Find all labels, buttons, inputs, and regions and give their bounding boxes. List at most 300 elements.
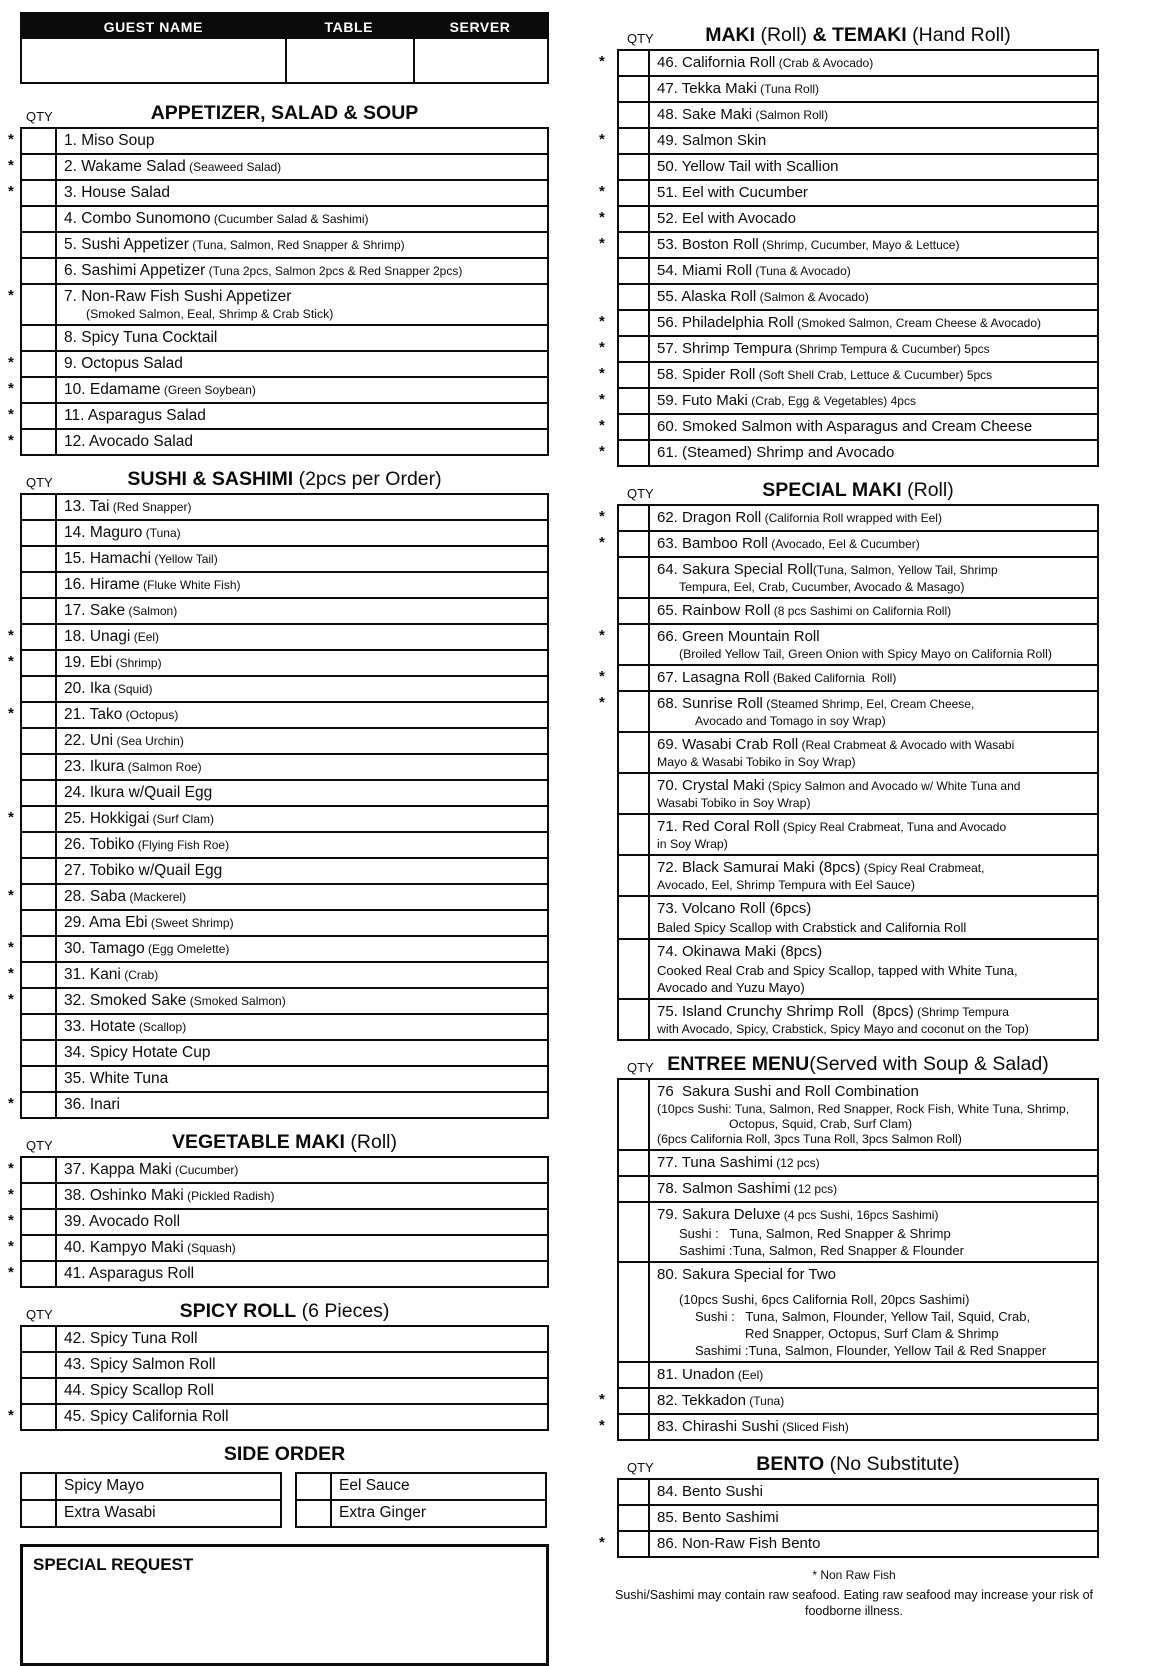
non-raw-star: * [8, 1407, 14, 1424]
section-title: SUSHI & SASHIMI (2pcs per Order) [127, 468, 442, 490]
item-cell [55, 1472, 282, 1501]
star-spacer [8, 1377, 20, 1405]
qty-input-cell[interactable] [20, 257, 57, 285]
menu-item-row [8, 805, 549, 833]
qty-input-cell[interactable] [20, 283, 57, 326]
item-cell [55, 127, 549, 155]
qty-input-cell[interactable] [20, 1403, 57, 1431]
menu-item-row [8, 1091, 549, 1119]
item-note: (Mackerel) [126, 890, 187, 904]
item-name: 9. Octopus Salad [64, 355, 183, 372]
star-spacer [599, 772, 617, 815]
qty-input-cell[interactable] [617, 1149, 650, 1177]
non-raw-star: * [599, 365, 605, 382]
menu-item-row [599, 439, 1099, 467]
qty-input-cell[interactable] [20, 350, 57, 378]
qty-input-cell[interactable] [617, 205, 650, 233]
item-cell [648, 504, 1099, 532]
menu-item-row [8, 350, 549, 378]
star-spacer [599, 938, 617, 1000]
guest-name-input-cell[interactable] [22, 39, 285, 82]
non-raw-star: * [599, 1534, 605, 1551]
qty-input-cell[interactable] [617, 731, 650, 774]
item-name: 78. Salmon Sashimi [657, 1180, 791, 1197]
item-name: 56. Philadelphia Roll [657, 314, 794, 331]
qty-input-cell[interactable] [617, 101, 650, 129]
qty-input-cell[interactable] [617, 1530, 650, 1558]
item-note: (Crab, Egg & Vegetables) 4pcs [747, 394, 916, 408]
item-name: 22. Uni [64, 732, 114, 749]
item-cell [55, 324, 549, 352]
item-cell [55, 883, 549, 911]
menu-item-row [8, 1325, 549, 1353]
qty-input-cell[interactable] [20, 1156, 57, 1184]
qty-input-cell[interactable] [20, 428, 57, 456]
item-description: with Avocado, Spicy, Crabstick, Spicy Mayo and coconut on the Top) [657, 1022, 1029, 1036]
qty-input-cell[interactable] [20, 1377, 57, 1405]
item-name: 11. Asparagus Salad [64, 407, 206, 424]
qty-input-cell[interactable] [20, 493, 57, 521]
qty-input-cell[interactable] [617, 153, 650, 181]
qty-input-cell[interactable] [20, 805, 57, 833]
item-cell [648, 101, 1099, 129]
item-name: 79. Sakura Deluxe [657, 1206, 781, 1223]
qty-input-cell[interactable] [617, 1387, 650, 1415]
qty-input-cell[interactable] [617, 361, 650, 389]
server-header: SERVER [449, 18, 511, 35]
qty-input-cell[interactable] [20, 909, 57, 937]
menu-item-row [599, 772, 1099, 815]
qty-input-cell[interactable] [20, 571, 57, 599]
menu-item-row [599, 49, 1099, 77]
qty-input-cell[interactable] [617, 1361, 650, 1389]
item-cell [648, 1387, 1099, 1415]
item-name: 67. Lasagna Roll [657, 669, 770, 686]
item-note: (Crab) [120, 968, 159, 982]
item-cell [55, 283, 549, 326]
item-name: 81. Unadon [657, 1366, 735, 1383]
item-name: 68. Sunrise Roll [657, 695, 763, 712]
qty-input-cell[interactable] [617, 335, 650, 363]
item-note: (Eel) [130, 630, 160, 644]
item-name: 44. Spicy Scallop Roll [64, 1382, 214, 1399]
star-spacer [599, 731, 617, 774]
qty-input-cell[interactable] [617, 895, 650, 940]
qty-input-cell[interactable] [20, 1091, 57, 1119]
side-order-row [20, 1472, 282, 1501]
section-header [617, 22, 1099, 46]
menu-item-row [599, 1413, 1099, 1441]
star-spacer [599, 153, 617, 181]
item-cell [55, 1208, 549, 1236]
qty-input-cell[interactable] [20, 597, 57, 625]
qty-input-cell[interactable] [20, 1208, 57, 1236]
qty-input-cell[interactable] [20, 1065, 57, 1093]
section-title: SPICY ROLL (6 Pieces) [179, 1300, 390, 1322]
star-spacer [8, 1351, 20, 1379]
qty-input-cell[interactable] [20, 1039, 57, 1067]
server-input-cell[interactable] [413, 39, 547, 82]
qty-input-cell[interactable] [617, 813, 650, 856]
item-note: (Smoked Salmon) [186, 994, 286, 1008]
star-spacer [8, 597, 20, 625]
qty-input-cell[interactable] [617, 257, 650, 285]
item-cell [648, 335, 1099, 363]
item-name: 59. Futo Maki [657, 392, 748, 409]
menu-item-row [599, 895, 1099, 940]
qty-input-cell[interactable] [20, 1013, 57, 1041]
non-raw-star: * [599, 209, 605, 226]
section-side-order [8, 1441, 549, 1528]
non-raw-star: * [8, 1212, 14, 1229]
side-order-label: Extra Wasabi [64, 1504, 156, 1521]
menu-item-row [599, 1387, 1099, 1415]
item-name: 72. Black Samurai Maki (8pcs) [657, 859, 861, 876]
qty-input-cell[interactable] [20, 1234, 57, 1262]
item-cell [55, 1260, 549, 1288]
item-cell [648, 1504, 1099, 1532]
item-note: (Egg Omelette) [144, 942, 230, 956]
menu-item-row [8, 257, 549, 285]
menu-item-row [599, 530, 1099, 558]
menu-item-row [599, 664, 1099, 692]
item-cell [55, 961, 549, 989]
qty-column-label: QTY [26, 1307, 53, 1322]
item-cell [648, 690, 1099, 733]
section-header [20, 466, 549, 490]
menu-item-row [8, 961, 549, 989]
item-note: (Tuna) [142, 526, 181, 540]
star-spacer [8, 909, 20, 937]
qty-input-cell[interactable] [617, 1478, 650, 1506]
item-cell [648, 1261, 1099, 1363]
qty-input-cell[interactable] [20, 727, 57, 755]
qty-input-cell[interactable] [20, 883, 57, 911]
section-title [20, 1443, 549, 1465]
special-request-box[interactable] [20, 1544, 549, 1666]
qty-input-cell[interactable] [617, 690, 650, 733]
raw-seafood-disclaimer: Sushi/Sashimi may contain raw seafood. Eating raw seafood may increase your risk of foodborne illness. [614, 1588, 1093, 1618]
non-raw-star: * [599, 417, 605, 434]
section-title: SPECIAL MAKI (Roll) [762, 479, 954, 501]
non-raw-star: * [599, 627, 605, 644]
menu-item-row [8, 205, 549, 233]
section-bento [599, 1451, 1099, 1558]
qty-input-cell[interactable] [20, 701, 57, 729]
item-name: 75. Island Crunchy Shrimp Roll (8pcs) [657, 1003, 914, 1020]
item-cell [648, 597, 1099, 625]
item-name: 76 Sakura Sushi and Roll Combination [657, 1083, 919, 1100]
qty-input-cell[interactable] [617, 231, 650, 259]
item-cell [648, 938, 1099, 1000]
item-cell [55, 376, 549, 404]
item-cell [55, 805, 549, 833]
qty-input-cell[interactable] [617, 623, 650, 666]
item-note: (Shrimp Tempura & Cucumber) 5pcs [791, 342, 990, 356]
item-name: 29. Ama Ebi [64, 914, 148, 931]
qty-input-cell[interactable] [20, 857, 57, 885]
qty-input-cell[interactable] [617, 387, 650, 415]
item-note: (Squid) [110, 682, 153, 696]
item-name: 66. Green Mountain Roll [657, 628, 820, 645]
section-vegetable-maki [8, 1129, 549, 1288]
qty-input-cell[interactable] [20, 649, 57, 677]
qty-input-cell[interactable] [617, 597, 650, 625]
star-spacer [8, 1325, 20, 1353]
item-name: 45. Spicy California Roll [64, 1408, 229, 1425]
item-cell [55, 675, 549, 703]
non-raw-star: * [8, 1264, 14, 1281]
side-order-row [295, 1472, 547, 1501]
star-spacer [599, 1201, 617, 1263]
menu-item-row [599, 938, 1099, 1000]
qty-input-cell[interactable] [617, 1201, 650, 1263]
menu-item-row [8, 1039, 549, 1067]
menu-item-row [599, 731, 1099, 774]
non-raw-star: * [8, 287, 14, 304]
qty-input-cell[interactable] [20, 519, 57, 547]
item-name: 24. Ikura w/Quail Egg [64, 784, 213, 801]
qty-input-cell[interactable] [20, 779, 57, 807]
item-cell [648, 361, 1099, 389]
item-name: 8. Spicy Tuna Cocktail [64, 329, 218, 346]
qty-input-cell[interactable] [20, 961, 57, 989]
menu-item-row [599, 101, 1099, 129]
qty-input-cell[interactable] [617, 854, 650, 897]
item-name: 70. Crystal Maki [657, 777, 765, 794]
item-name: 13. Tai [64, 498, 110, 515]
item-note: (Shrimp, Cucumber, Mayo & Lettuce) [758, 238, 960, 252]
qty-input-cell[interactable] [20, 987, 57, 1015]
qty-input-cell[interactable] [617, 1078, 650, 1151]
menu-item-row [8, 1403, 549, 1431]
item-cell [648, 1078, 1099, 1151]
qty-input-cell[interactable] [20, 324, 57, 352]
qty-input-cell[interactable] [617, 938, 650, 1000]
item-cell [55, 350, 549, 378]
item-cell [648, 530, 1099, 558]
item-description: Sushi : Tuna, Salmon, Flounder, Yellow Tail, Squid, Crab, [695, 1309, 1031, 1324]
qty-input-cell[interactable] [617, 439, 650, 467]
section-header [20, 1129, 549, 1153]
item-cell [55, 701, 549, 729]
menu-item-row [8, 597, 549, 625]
table-input-cell[interactable] [285, 39, 414, 82]
non-raw-star: * [599, 443, 605, 460]
non-raw-star: * [8, 965, 14, 982]
qty-input-cell[interactable] [20, 179, 57, 207]
qty-input-cell[interactable] [20, 1472, 57, 1501]
right-menu-sections [599, 22, 1099, 1558]
side-order-label: Spicy Mayo [64, 1477, 145, 1494]
menu-item-row [599, 690, 1099, 733]
menu-item-row [8, 1156, 549, 1184]
item-note: (Tuna, Salmon, Yellow Tail, Shrimp [812, 563, 998, 577]
qty-input-cell[interactable] [617, 309, 650, 337]
item-name: 60. Smoked Salmon with Asparagus and Cream Cheese [657, 418, 1033, 435]
item-name: 19. Ebi [64, 654, 113, 671]
non-raw-star: * [599, 183, 605, 200]
star-spacer [599, 283, 617, 311]
menu-item-row [8, 283, 549, 326]
item-description: Avocado and Yuzu Mayo) [657, 980, 805, 995]
special-request-label: SPECIAL REQUEST [33, 1555, 194, 1574]
item-note: (Fluke White Fish) [139, 578, 241, 592]
qty-column-label: QTY [627, 1460, 654, 1475]
star-spacer [8, 231, 20, 259]
section-header [617, 1451, 1099, 1475]
item-name: 84. Bento Sushi [657, 1483, 763, 1500]
item-name: 48. Sake Maki [657, 106, 753, 123]
item-cell [648, 623, 1099, 666]
qty-input-cell[interactable] [20, 831, 57, 859]
qty-input-cell[interactable] [20, 1182, 57, 1210]
menu-item-row [599, 504, 1099, 532]
item-note: (Sea Urchin) [113, 734, 184, 748]
item-cell [648, 998, 1099, 1041]
menu-item-row [8, 987, 549, 1015]
item-description: Red Snapper, Octopus, Surf Clam & Shrimp [745, 1326, 999, 1341]
item-name: 4. Combo Sunomono [64, 210, 211, 227]
section-header [617, 1051, 1099, 1075]
non-raw-star: * [599, 235, 605, 252]
menu-item-row [8, 231, 549, 259]
item-cell [55, 753, 549, 781]
menu-item-row [8, 1377, 549, 1405]
item-cell [55, 153, 549, 181]
item-name: 69. Wasabi Crab Roll [657, 736, 799, 753]
qty-input-cell[interactable] [20, 1260, 57, 1288]
item-note: (12 pcs) [772, 1156, 820, 1170]
qty-input-cell[interactable] [617, 413, 650, 441]
item-name: 39. Avocado Roll [64, 1213, 181, 1230]
non-raw-star: * [8, 1160, 14, 1177]
item-name: 86. Non-Raw Fish Bento [657, 1535, 821, 1552]
menu-item-row [599, 387, 1099, 415]
qty-input-cell[interactable] [617, 772, 650, 815]
item-note: (8 pcs Sashimi on California Roll) [770, 604, 952, 618]
item-name: 55. Alaska Roll [657, 288, 757, 305]
qty-input-cell[interactable] [617, 556, 650, 599]
qty-input-cell[interactable] [20, 402, 57, 430]
qty-input-cell[interactable] [20, 935, 57, 963]
item-description: Baled Spicy Scallop with Crabstick and California Roll [657, 920, 967, 935]
guest-info-body [22, 39, 547, 82]
qty-input-cell[interactable] [20, 205, 57, 233]
item-cell [55, 831, 549, 859]
item-cell [55, 205, 549, 233]
item-description: (Broiled Yellow Tail, Green Onion with Spicy Mayo on California Roll) [679, 647, 1052, 661]
item-cell [55, 257, 549, 285]
item-name: 37. Kappa Maki [64, 1161, 172, 1178]
item-cell [648, 1175, 1099, 1203]
qty-input-cell[interactable] [617, 1175, 650, 1203]
item-description: Wasabi Tobiko in Soy Wrap) [657, 796, 811, 810]
qty-input-cell[interactable] [20, 153, 57, 181]
item-note: (Tuna, Salmon, Red Snapper & Shrimp) [188, 238, 405, 252]
side-order-tables [20, 1471, 549, 1528]
item-cell [648, 205, 1099, 233]
qty-input-cell[interactable] [20, 753, 57, 781]
section-title: VEGETABLE MAKI (Roll) [172, 1131, 397, 1153]
non-raw-star: * [8, 432, 14, 449]
qty-input-cell[interactable] [617, 530, 650, 558]
left-menu-sections [8, 100, 549, 1431]
non-raw-star: * [599, 694, 605, 711]
qty-input-cell[interactable] [20, 623, 57, 651]
menu-item-row [599, 1149, 1099, 1177]
qty-input-cell[interactable] [20, 675, 57, 703]
qty-input-cell[interactable] [617, 179, 650, 207]
section-appetizer [8, 100, 549, 456]
section-header [617, 477, 1099, 501]
section-maki-temaki [599, 22, 1099, 467]
qty-input-cell[interactable] [20, 1325, 57, 1353]
non-raw-star: * [8, 406, 14, 423]
item-name: 51. Eel with Cucumber [657, 184, 808, 201]
item-name: 33. Hotate [64, 1018, 136, 1035]
qty-input-cell[interactable] [617, 1413, 650, 1441]
qty-input-cell[interactable] [20, 127, 57, 155]
item-description: (10pcs Sushi, 6pcs California Roll, 20pcs Sashimi) [679, 1292, 970, 1307]
item-cell [55, 402, 549, 430]
qty-input-cell[interactable] [617, 504, 650, 532]
qty-input-cell[interactable] [20, 231, 57, 259]
star-spacer [599, 1261, 617, 1363]
item-name: 14. Maguro [64, 524, 143, 541]
non-raw-star: * [599, 391, 605, 408]
menu-item-row [599, 813, 1099, 856]
qty-input-cell[interactable] [617, 283, 650, 311]
qty-input-cell[interactable] [617, 127, 650, 155]
item-cell [55, 545, 549, 573]
item-name: 63. Bamboo Roll [657, 535, 768, 552]
qty-input-cell[interactable] [617, 998, 650, 1041]
qty-input-cell[interactable] [20, 376, 57, 404]
qty-input-cell[interactable] [20, 1351, 57, 1379]
menu-item-row [8, 623, 549, 651]
qty-input-cell[interactable] [617, 1504, 650, 1532]
item-name: 50. Yellow Tail with Scallion [657, 158, 839, 175]
qty-input-cell[interactable] [617, 1261, 650, 1363]
non-raw-star: * [8, 939, 14, 956]
menu-item-row [8, 402, 549, 430]
menu-item-row [8, 493, 549, 521]
item-description: Octopus, Squid, Crab, Surf Clam) [729, 1117, 913, 1131]
item-cell [648, 309, 1099, 337]
item-name: 6. Sashimi Appetizer [64, 262, 206, 279]
qty-input-cell[interactable] [617, 664, 650, 692]
item-name: 23. Ikura [64, 758, 125, 775]
qty-input-cell[interactable] [617, 75, 650, 103]
non-raw-star: * [599, 1417, 605, 1434]
side-order-label: Eel Sauce [339, 1477, 410, 1494]
menu-item-row [8, 1182, 549, 1210]
item-note: (Spicy Salmon and Avocado w/ White Tuna and [764, 779, 1021, 793]
qty-input-cell[interactable] [295, 1472, 332, 1501]
item-note: (Salmon) [125, 604, 178, 618]
item-cell [648, 49, 1099, 77]
item-description: Sashimi :Tuna, Salmon, Red Snapper & Flounder [679, 1243, 964, 1258]
side-order-table-right [295, 1472, 547, 1528]
qty-input-cell[interactable] [617, 49, 650, 77]
qty-input-cell[interactable] [20, 545, 57, 573]
section-special-maki [599, 477, 1099, 1041]
item-cell [648, 813, 1099, 856]
item-cell [648, 1413, 1099, 1441]
section-title: BENTO (No Substitute) [756, 1453, 960, 1475]
item-cell [55, 1325, 549, 1353]
